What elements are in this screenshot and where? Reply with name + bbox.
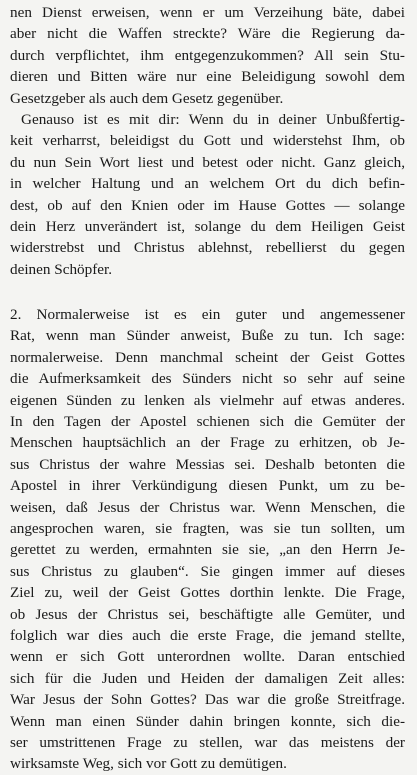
text-line: 2. Normalerweise ist es ein guter und angemessener xyxy=(10,306,405,324)
text-line: Menschen hauptsächlich an der Frage zu erhitzen, ob Je- xyxy=(10,434,405,452)
text-line: sus Christus zu glauben“. Sie gingen immer auf dieses xyxy=(10,562,405,580)
text-line: die Aufmerksamkeit des Sünders nicht so sehr auf seine xyxy=(10,370,405,388)
text-line: Apostel in ihrer Verkündigung diesen Punkt, um zu be- xyxy=(10,477,405,495)
text-line: deinen Schöpfer. xyxy=(10,260,113,278)
text-line: weisen, daß Jesus der Christus war. Wenn Menschen, die xyxy=(10,498,405,516)
paragraph-continuation xyxy=(10,2,405,109)
text-line: durch verpflichtet, ihm entgegenzukommen? All sein Stu- xyxy=(10,46,405,64)
text-line: dein Herz unverändert ist, solange du dem Heiligen Geist xyxy=(10,217,405,235)
text-line: sus Christus der wahre Messias sei. Deshalb betonten die xyxy=(10,455,405,473)
text-line: dest, ob auf den Knien oder im Hause Gottes — solange xyxy=(10,196,405,214)
text-line: sich für die Juden und Heiden der damaligen Zeit alles: xyxy=(10,669,405,687)
text-line: normalerweise. Denn manchmal scheint der Geist Gottes xyxy=(10,348,405,366)
text-line: dieren und Bitten wäre nur eine Beleidigung sowohl dem xyxy=(10,68,405,86)
text-line: eigenen Sünden zu lenken als vielmehr auf etwas anderes. xyxy=(10,391,405,409)
text-line: nen Dienst erweisen, wenn er um Verzeihung bäte, dabei xyxy=(10,4,405,21)
section-gap xyxy=(10,280,405,304)
text-line: gerettet zu werden, ermahnten sie sie, „an den Herrn Je- xyxy=(10,541,405,559)
text-line: Gesetzgeber als auch dem Gesetz gegenüber. xyxy=(10,89,284,107)
text-line: War Jesus der Sohn Gottes? Das war die große Streitfrage. xyxy=(10,691,405,709)
text-line: angesprochen waren, sie fragten, was sie tun sollten, um xyxy=(10,519,405,537)
text-line: ob Jesus der Christus sei, beschäftigte alle Gemüter, und xyxy=(10,605,405,623)
text-line: Rat, wenn man Sünder anweist, Buße zu tun. Ich sage: xyxy=(10,327,405,345)
text-line: In den Tagen der Apostel schienen sich die Gemüter der xyxy=(10,413,405,431)
text-line: du nun Sein Wort liest und betest oder nicht. Ganz gleich, xyxy=(10,153,405,171)
text-line: Ziel zu, weil der Geist Gottes dorthin lenkte. Die Frage, xyxy=(10,584,405,602)
text-line: wirksamste Weg, sich vor Gott zu demütigen. xyxy=(10,755,287,773)
paragraph-numbered-2 xyxy=(10,304,405,775)
text-line: in welcher Haltung und an welchem Ort du dich befin- xyxy=(10,175,405,193)
text-line: widerstrebst und Christus ablehnst, rebellierst du gegen xyxy=(10,239,405,257)
text-line: wenn er sich Gott unterordnen wollte. Daran entschied xyxy=(10,648,405,666)
text-line: ser umstrittenen Frage zu stellen, war das meistens der xyxy=(10,733,405,751)
text-line: folglich war dies auch die erste Frage, die jemand stellte, xyxy=(10,626,405,644)
paragraph-genauso xyxy=(10,109,405,280)
text-line: keit verharrst, beleidigst du Gott und widerstehst Ihm, ob xyxy=(10,132,405,150)
text-line: aber nicht die Waffen streckte? Wäre die Regierung da- xyxy=(10,25,405,43)
text-line: Wenn man einen Sünder dahin bringen konnte, sich die- xyxy=(10,712,405,730)
text-line: Genauso ist es mit dir: Wenn du in deiner Unbußfertig- xyxy=(21,110,405,128)
